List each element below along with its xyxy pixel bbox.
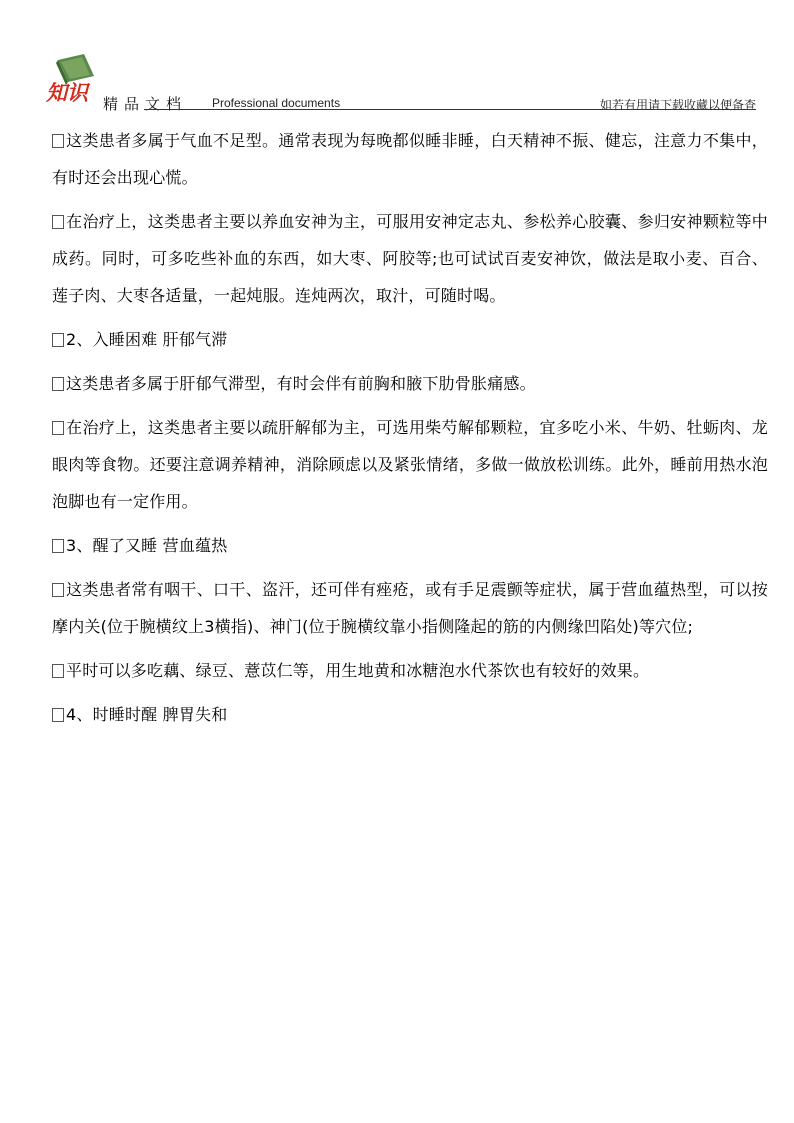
checkbox-glyph-icon: [52, 539, 64, 553]
paragraph: 这类患者多属于气血不足型。通常表现为每晚都似睡非睡，白天精神不振、健忘，注意力不集中，有时还会出现心慌。: [52, 131, 768, 187]
document-body: [52, 122, 768, 740]
checkbox-glyph-icon: [52, 134, 64, 148]
paragraph: 平时可以多吃藕、绿豆、薏苡仁等，用生地黄和冰糖泡水代茶饮也有较好的效果。: [52, 652, 768, 689]
checkbox-glyph-icon: [52, 333, 64, 347]
section-heading: 3、醒了又睡 营血蕴热: [52, 527, 768, 564]
paragraph: 这类患者常有咽干、口干、盗汗，还可伴有痤疮，或有手足震颤等症状，属于营血蕴热型，可以按摩内关(位于腕横纹上3横指)、神门(位于腕横纹靠小指侧隆起的筋的内侧缘凹陷处)等穴位;: [52, 580, 768, 636]
checkbox-glyph-icon: [52, 421, 64, 435]
brand-title: 精品文档: [103, 95, 188, 113]
checkbox-glyph-icon: [52, 215, 64, 229]
paragraph: 在治疗上，这类患者主要以养血安神为主，可服用安神定志丸、参松养心胶囊、参归安神颗粒等中成药。同时，可多吃些补血的东西，如大枣、阿胶等;也可试试百麦安神饮，做法是取小麦、百合、莲子肉、大枣各适量，一起炖服。连炖两次，取汁，可随时喝。: [52, 212, 768, 305]
brand-subtitle: Professional documents: [212, 96, 341, 110]
paragraph: 这类患者多属于肝郁气滞型，有时会伴有前胸和腋下肋骨胀痛感。: [52, 365, 768, 402]
checkbox-glyph-icon: [52, 377, 64, 391]
download-hint: 如若有用请下载收藏以便备查: [599, 98, 756, 112]
section-heading: 2、入睡困难 肝郁气滞: [52, 321, 768, 358]
page-header: [44, 50, 756, 112]
checkbox-glyph-icon: [52, 708, 64, 722]
paragraph: 在治疗上，这类患者主要以疏肝解郁为主，可选用柴芍解郁颗粒，宜多吃小米、牛奶、牡蛎肉、龙眼肉等食物。还要注意调养精神，消除顾虑以及紧张情绪，多做一做放松训练。此外，睡前用热水泡泡脚也有一定作用。: [52, 418, 768, 511]
checkbox-glyph-icon: [52, 583, 64, 597]
header-divider: [144, 109, 756, 110]
section-heading: 4、时睡时醒 脾胃失和: [52, 696, 768, 733]
checkbox-glyph-icon: [52, 664, 64, 678]
book-logo-icon: [44, 50, 102, 106]
svg-text:知识: 知识: [46, 80, 88, 105]
